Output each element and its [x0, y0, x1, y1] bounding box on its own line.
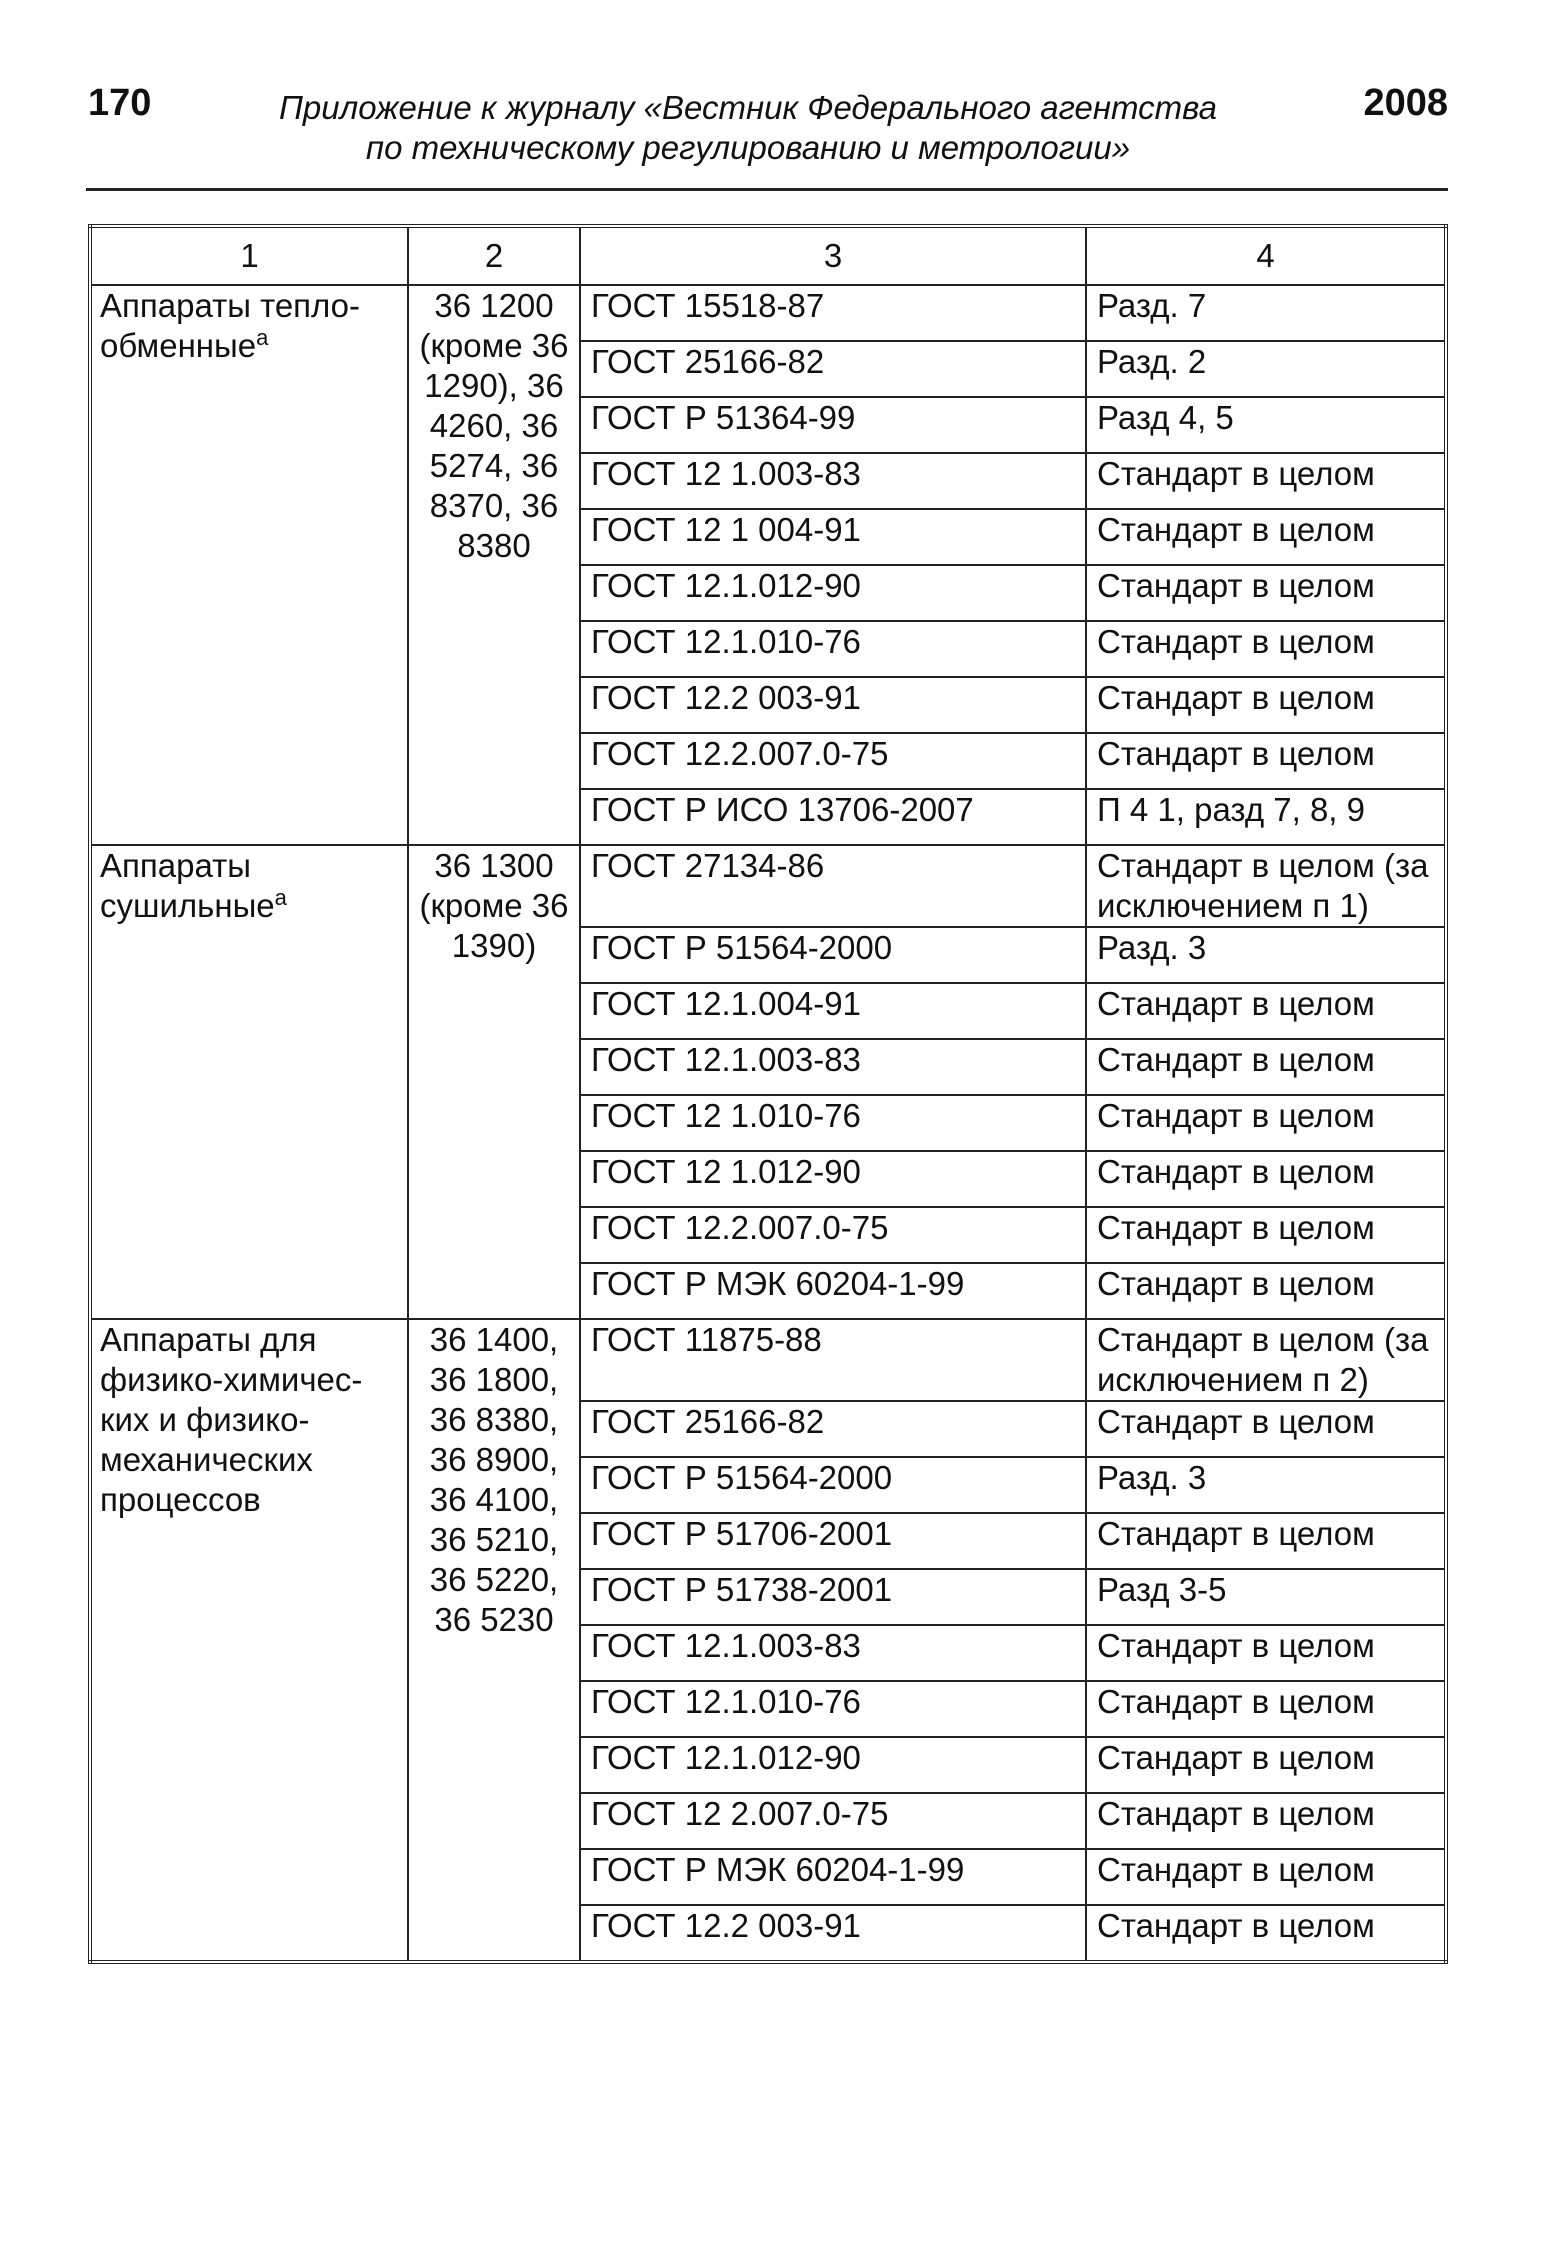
standard-cell: ГОСТ 11875-88	[580, 1319, 1086, 1401]
table-row	[90, 1319, 1446, 1401]
standard-cell: ГОСТ 12.1.010-76	[580, 1681, 1086, 1737]
standard-cell: ГОСТ 12.1.012-90	[580, 565, 1086, 621]
footnote-mark: а	[274, 885, 287, 910]
scope-cell: Стандарт в целом	[1086, 1905, 1446, 1962]
table-body	[90, 226, 1446, 1962]
scope-cell: Стандарт в целом	[1086, 1095, 1446, 1151]
scope-cell: Стандарт в целом	[1086, 1681, 1446, 1737]
product-name: Аппараты для физико-химичес-ких и физико-механических процессов	[100, 1321, 363, 1518]
scope-cell: Стандарт в целом	[1086, 1849, 1446, 1905]
scope-cell: Стандарт в целом	[1086, 565, 1446, 621]
product-name: Аппараты сушильные	[100, 847, 275, 924]
standard-cell: ГОСТ 12.2.007.0-75	[580, 1207, 1086, 1263]
standard-cell: ГОСТ 15518-87	[580, 285, 1086, 341]
scope-cell: Стандарт в целом	[1086, 1263, 1446, 1319]
standard-cell: ГОСТ Р 51706-2001	[580, 1513, 1086, 1569]
table-row	[90, 845, 1446, 927]
scope-cell: П 4 1, разд 7, 8, 9	[1086, 789, 1446, 845]
standard-cell: ГОСТ 12.1.003-83	[580, 1039, 1086, 1095]
scope-cell: Стандарт в целом	[1086, 983, 1446, 1039]
column-header: 1	[90, 226, 408, 285]
standard-cell: ГОСТ Р МЭК 60204-1-99	[580, 1849, 1086, 1905]
product-name-cell	[90, 845, 408, 1319]
table-header-row	[90, 226, 1446, 285]
scope-cell: Стандарт в целом (за исключением п 1)	[1086, 845, 1446, 927]
standard-cell: ГОСТ Р 51564-2000	[580, 927, 1086, 983]
header-divider	[86, 188, 1448, 191]
page-number: 170	[88, 82, 152, 124]
scope-cell: Разд. 3	[1086, 1457, 1446, 1513]
table-row	[90, 285, 1446, 341]
standard-cell: ГОСТ 12.1.012-90	[580, 1737, 1086, 1793]
product-name-cell	[90, 1319, 408, 1962]
standard-cell: ГОСТ 12.1.010-76	[580, 621, 1086, 677]
product-codes: 36 1400, 36 1800, 36 8380, 36 8900, 36 4100, 36 5210, 36 5220, 36 5230	[408, 1319, 580, 1962]
scope-cell: Стандарт в целом	[1086, 1625, 1446, 1681]
year: 2008	[1363, 82, 1448, 124]
product-codes: 36 1200 (кроме 36 1290), 36 4260, 36 5274, 36 8370, 36 8380	[408, 285, 580, 845]
column-header: 4	[1086, 226, 1446, 285]
standard-cell: ГОСТ 12.2 003-91	[580, 1905, 1086, 1962]
standard-cell: ГОСТ 12 1.003-83	[580, 453, 1086, 509]
standard-cell: ГОСТ Р 51364-99	[580, 397, 1086, 453]
scope-cell: Стандарт в целом	[1086, 509, 1446, 565]
scope-cell: Стандарт в целом (за исключением п 2)	[1086, 1319, 1446, 1401]
scope-cell: Разд. 7	[1086, 285, 1446, 341]
scope-cell: Разд 3-5	[1086, 1569, 1446, 1625]
scope-cell: Стандарт в целом	[1086, 1039, 1446, 1095]
standard-cell: ГОСТ 12.1.004-91	[580, 983, 1086, 1039]
scope-cell: Стандарт в целом	[1086, 1401, 1446, 1457]
footnote-mark: а	[256, 325, 269, 350]
scope-cell: Разд 4, 5	[1086, 397, 1446, 453]
standard-cell: ГОСТ 12.1.003-83	[580, 1625, 1086, 1681]
scope-cell: Стандарт в целом	[1086, 677, 1446, 733]
scope-cell: Стандарт в целом	[1086, 453, 1446, 509]
scope-cell: Стандарт в целом	[1086, 1207, 1446, 1263]
scope-cell: Стандарт в целом	[1086, 1737, 1446, 1793]
standard-cell: ГОСТ 25166-82	[580, 1401, 1086, 1457]
standard-cell: ГОСТ 12 2.007.0-75	[580, 1793, 1086, 1849]
scope-cell: Разд. 2	[1086, 341, 1446, 397]
scope-cell: Стандарт в целом	[1086, 621, 1446, 677]
standard-cell: ГОСТ 27134-86	[580, 845, 1086, 927]
scope-cell: Стандарт в целом	[1086, 1151, 1446, 1207]
standard-cell: ГОСТ 12.2.007.0-75	[580, 733, 1086, 789]
standards-table	[88, 224, 1448, 1964]
journal-title-line1: Приложение к журналу «Вестник Федерального агентства	[278, 89, 1218, 126]
scope-cell: Стандарт в целом	[1086, 1793, 1446, 1849]
standard-cell: ГОСТ Р ИСО 13706-2007	[580, 789, 1086, 845]
column-header: 2	[408, 226, 580, 285]
standard-cell: ГОСТ Р 51564-2000	[580, 1457, 1086, 1513]
standard-cell: ГОСТ Р 51738-2001	[580, 1569, 1086, 1625]
page-header	[88, 78, 1448, 188]
standard-cell: ГОСТ 12 1.012-90	[580, 1151, 1086, 1207]
standard-cell: ГОСТ 25166-82	[580, 341, 1086, 397]
standard-cell: ГОСТ 12 1 004-91	[580, 509, 1086, 565]
standard-cell: ГОСТ Р МЭК 60204-1-99	[580, 1263, 1086, 1319]
journal-title	[198, 88, 1298, 168]
scope-cell: Стандарт в целом	[1086, 733, 1446, 789]
scope-cell: Разд. 3	[1086, 927, 1446, 983]
product-name-cell	[90, 285, 408, 845]
product-codes: 36 1300 (кроме 36 1390)	[408, 845, 580, 1319]
standard-cell: ГОСТ 12 1.010-76	[580, 1095, 1086, 1151]
product-name: Аппараты тепло-обменные	[100, 287, 361, 364]
journal-title-line2: по техническому регулированию и метрологии»	[365, 129, 1131, 166]
scope-cell: Стандарт в целом	[1086, 1513, 1446, 1569]
column-header: 3	[580, 226, 1086, 285]
standard-cell: ГОСТ 12.2 003-91	[580, 677, 1086, 733]
